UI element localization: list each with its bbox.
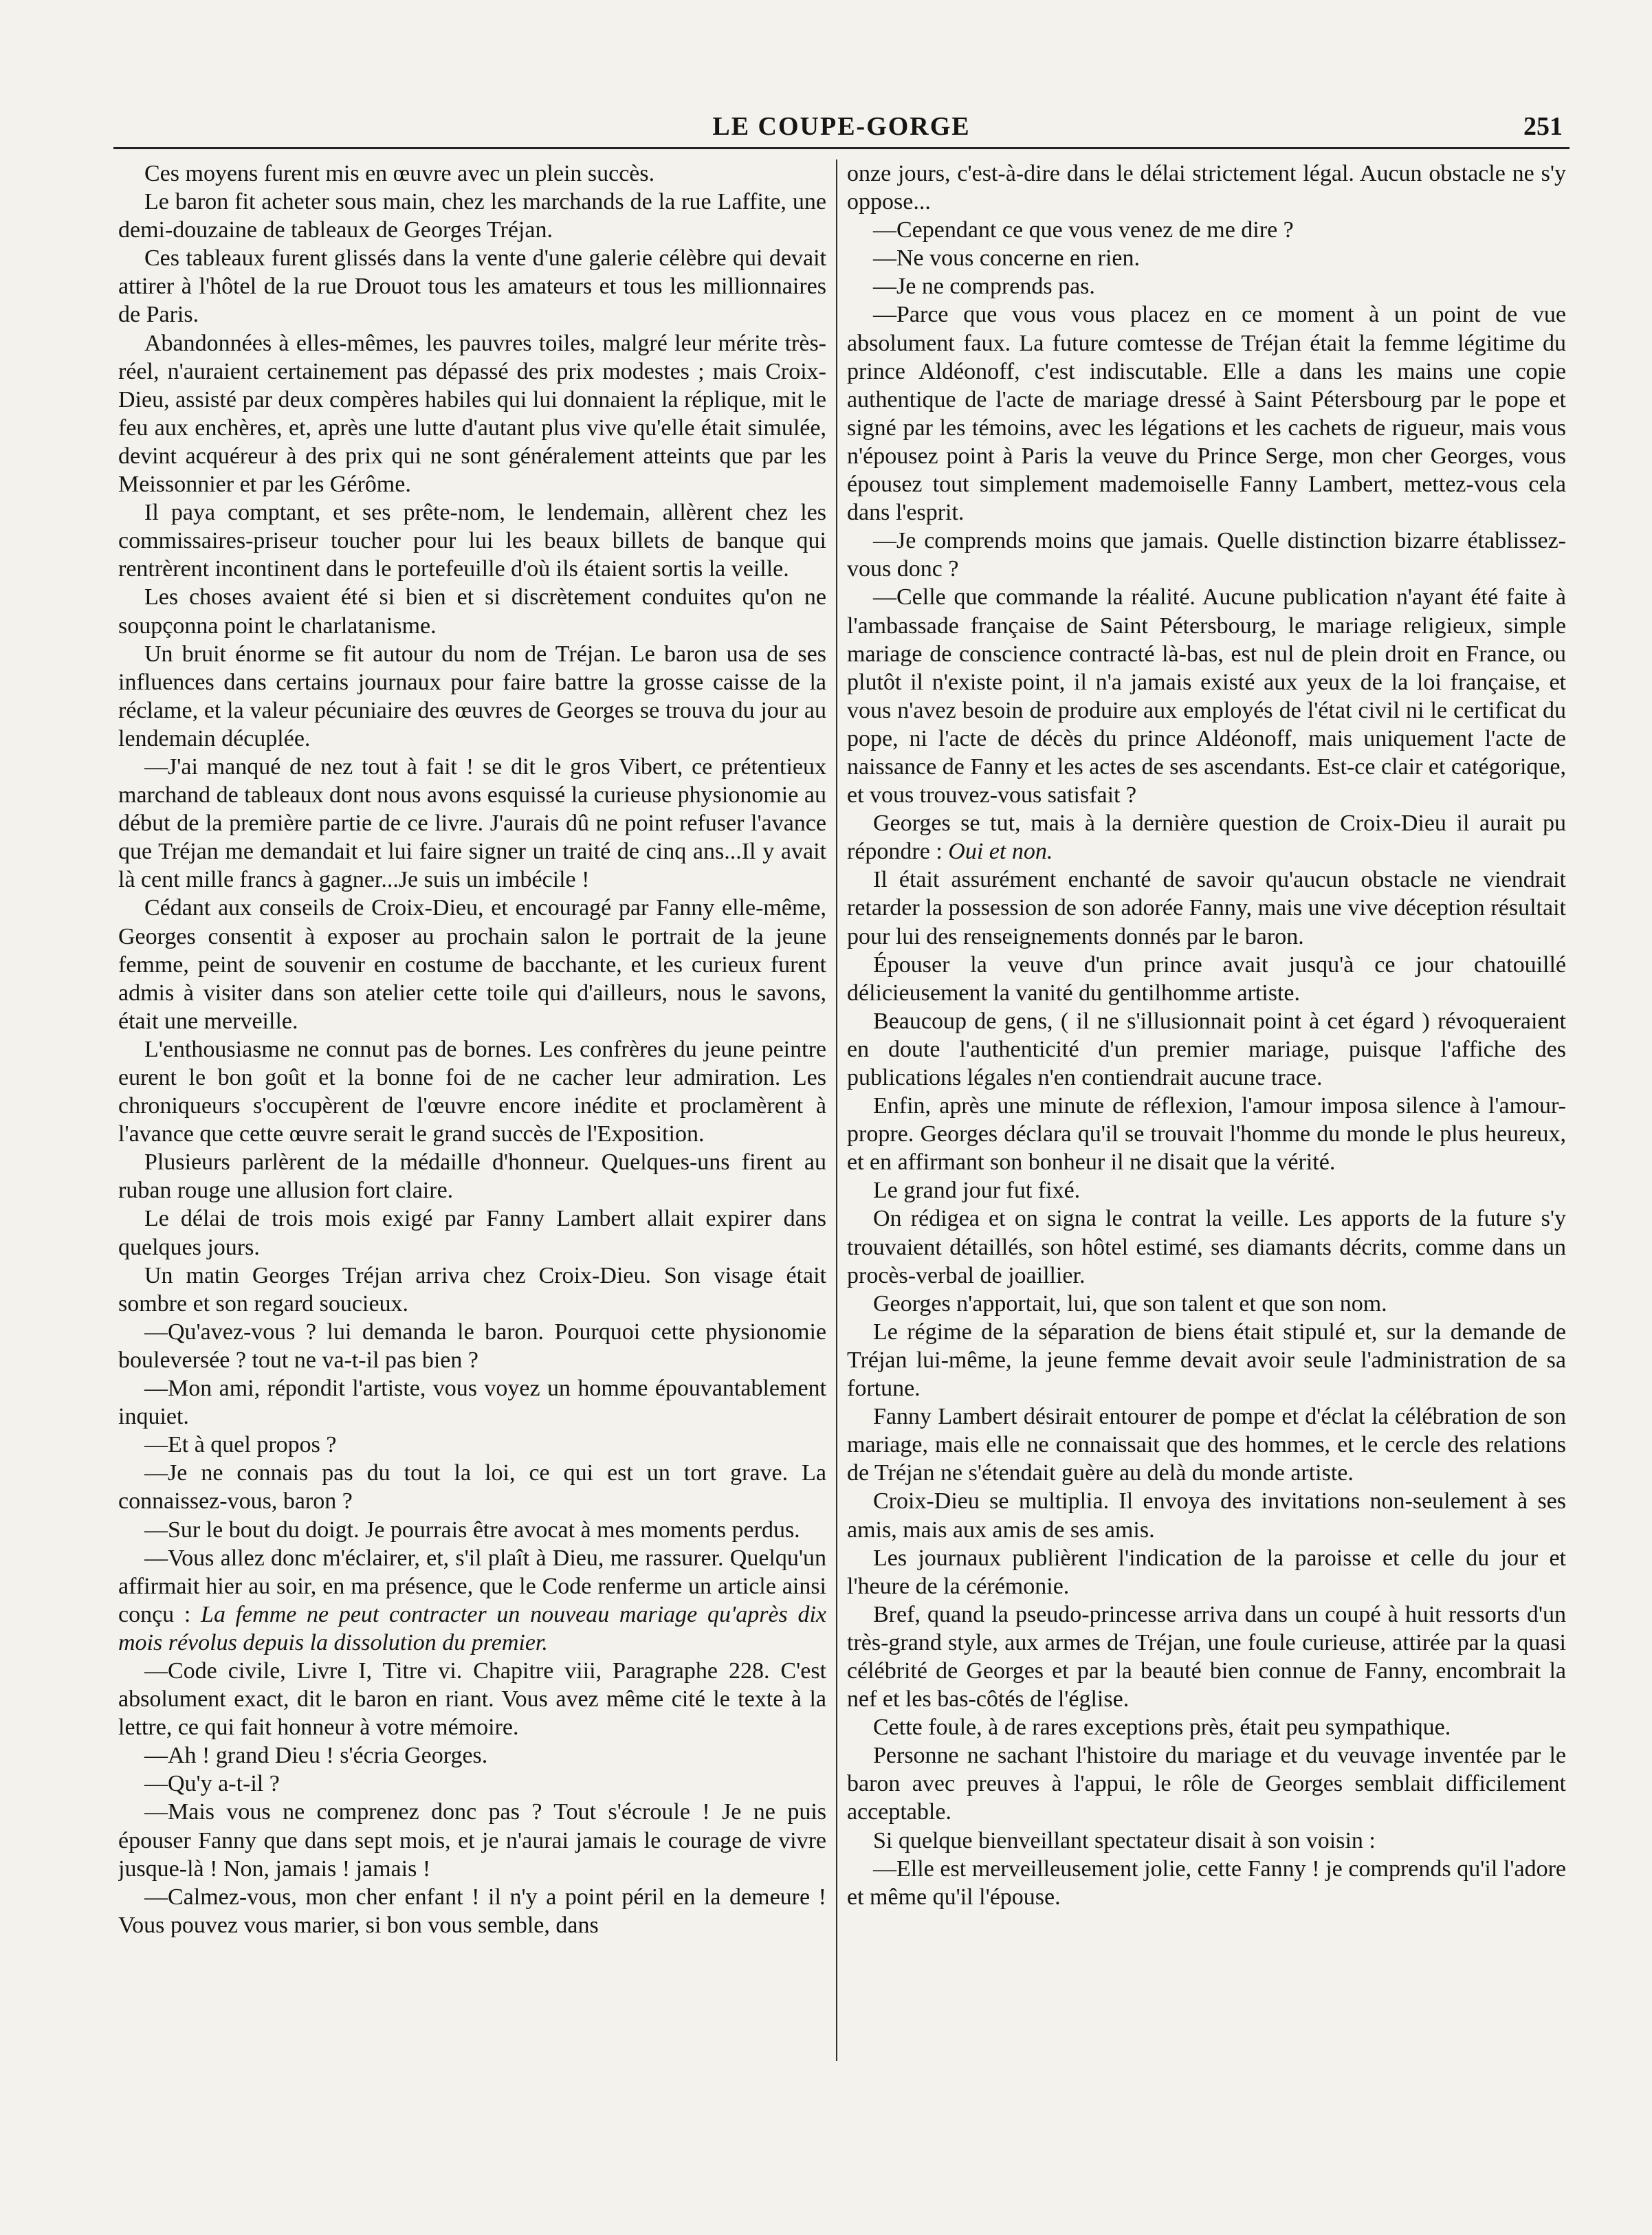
- paragraph: Plusieurs parlèrent de la médaille d'honneur. Quelques-uns firent au ruban rouge une allusion fort claire.: [118, 1149, 826, 1204]
- dialogue-line: —Ne vous concerne en rien.: [873, 245, 1141, 272]
- paragraph: Ces moyens furent mis en œuvre avec un plein succès.: [144, 161, 655, 186]
- paragraph: Un matin Georges Tréjan arriva chez Croix-Dieu. Son visage était sombre et son regard soucieux.: [118, 1262, 826, 1317]
- paragraph: Ces tableaux furent glissés dans la vente d'une galerie célèbre qui devait attirer à l'hôtel de la rue Drouot tous les amateurs et tous les millionnaires de Paris.: [118, 245, 826, 328]
- dialogue-text: —Vous allez donc m'éclairer, et, s'il plaît à Dieu, me rassurer. Quelqu'un affirmait hier au soir, en ma présence, que le Code renferme un article ainsi conçu :: [118, 1545, 826, 1627]
- page-header: [113, 109, 1570, 149]
- paragraph: Il était assurément enchanté de savoir qu'aucun obstacle ne viendrait retarder la possession de son adorée Fanny, mais une vive déception résultait pour lui des renseignements donnés par le baron.: [847, 867, 1566, 949]
- dialogue-line: —Cependant ce que vous venez de me dire ?: [873, 217, 1294, 243]
- paragraph-continuation: onze jours, c'est-à-dire dans le délai strictement légal. Aucun obstacle ne s'y oppose...: [847, 161, 1566, 215]
- dialogue-line: —Je ne connais pas du tout la loi, ce qui est un tort grave. La connaissez-vous, baron ?: [118, 1460, 826, 1515]
- dialogue-line: —Sur le bout du doigt. Je pourrais être avocat à mes moments perdus.: [144, 1517, 800, 1543]
- paragraph: Enfin, après une minute de réflexion, l'amour imposa silence à l'amour-propre. Georges déclara qu'il se trouvait l'homme du monde le plus heureux, et en affirmant son bonheur il ne disait que la vérité.: [847, 1093, 1566, 1176]
- paragraph: L'enthousiasme ne connut pas de bornes. Les confrères du jeune peintre eurent le bon goût et la bonne foi de ne cacher leur admiration. Les chroniqueurs s'occupèrent de l'œuvre encore inédite et proclamèrent à l'avance que cette œuvre serait le grand succès de l'Exposition.: [118, 1036, 826, 1147]
- right-column: [847, 159, 1566, 2063]
- dialogue-line: —Mon ami, répondit l'artiste, vous voyez un homme épouvantablement inquiet.: [118, 1376, 826, 1430]
- paragraph: Le baron fit acheter sous main, chez les marchands de la rue Laffite, une demi-douzaine de tableaux de Georges Tréjan.: [118, 189, 826, 243]
- paragraph: Fanny Lambert désirait entourer de pompe et d'éclat la célébration de son mariage, mais elle ne connaissait que des hommes, et le cercle des relations de Tréjan ne s'étendait guère au delà du monde artiste.: [847, 1404, 1566, 1486]
- dialogue-line: —Code civile, Livre I, Titre vi. Chapitre viii, Paragraphe 228. C'est absolument exact, dit le baron en riant. Vous avez même cité le texte à la lettre, ce qui fait honneur à votre mémoire.: [118, 1658, 826, 1741]
- paragraph: Cette foule, à de rares exceptions près, était peu sympathique.: [873, 1715, 1451, 1741]
- paragraph: Il paya comptant, et ses prête-nom, le lendemain, allèrent chez les commissaires-priseur toucher pour lui les beaux billets de banque qui rentrèrent incontinent dans le portefeuille d'où ils étaient sortis la veille.: [118, 500, 826, 582]
- dialogue-line: —Qu'avez-vous ? lui demanda le baron. Pourquoi cette physionomie bouleversée ? tout ne va-t-il pas bien ?: [118, 1319, 826, 1373]
- paragraph-text: Georges se tut, mais à la dernière question de Croix-Dieu il aurait pu répondre :: [847, 811, 1566, 865]
- paragraph: —J'ai manqué de nez tout à fait ! se dit le gros Vibert, ce prétentieux marchand de tableaux dont nous avons esquissé la curieuse physionomie au début de la première partie de ce livre. J'aurais dû ne point refuser l'avance que Tréjan me demandait et lui faire signer un traité de cinq ans...Il y avait là cent mille francs à gagner...Je suis un imbécile !: [118, 753, 826, 893]
- running-title: LE COUPE-GORGE: [712, 112, 971, 141]
- dialogue-line: —Mais vous ne comprenez donc pas ? Tout s'écroule ! Je ne puis épouser Fanny que dans sept mois, et je n'aurai jamais le courage de vivre jusque-là ! Non, jamais ! jamais !: [118, 1799, 826, 1882]
- code-quotation: La femme ne peut contracter un nouveau mariage qu'après dix mois révolus depuis la dissolution du premier.: [118, 1601, 826, 1655]
- dialogue-line: —Elle est merveilleusement jolie, cette Fanny ! je comprends qu'il l'adore et même qu'il l'épouse.: [847, 1856, 1566, 1910]
- paragraph: Abandonnées à elles-mêmes, les pauvres toiles, malgré leur mérite très-réel, n'auraient certainement pas dépassé des prix modestes ; mais Croix-Dieu, assisté par deux compères habiles qui lui donnaient la réplique, mit le feu aux enchères, et, après une lutte d'autant plus vive qu'elle était simulée, devint acquéreur à des prix qui ne sont généralement atteints que par les Meissonnier et par les Gérôme.: [118, 330, 826, 498]
- paragraph: Épouser la veuve d'un prince avait jusqu'à ce jour chatouillé délicieusement la vanité du gentilhomme artiste.: [847, 951, 1566, 1006]
- dialogue-line: —Qu'y a-t-il ?: [144, 1771, 280, 1797]
- dialogue-line: —Parce que vous vous placez en ce moment à un point de vue absolument faux. La future comtesse de Tréjan était la femme légitime du prince Aldéonoff, c'est indiscutable. Elle a dans les mains une copie authentique de l'acte de mariage dressé à Saint Pétersbourg par le pope et signé par les témoins, avec les légations et les cachets de rigueur, mais vous n'épousez point à Paris la veuve du Prince Serge, mon cher Georges, vous épousez tout simplement mademoiselle Fanny Lambert, mettez-vous cela dans l'esprit.: [847, 302, 1566, 526]
- page-number: 251: [1523, 112, 1563, 141]
- paragraph: Les choses avaient été si bien et si discrètement conduites qu'on ne soupçonna point le charlatanisme.: [118, 584, 826, 639]
- paragraph: Beaucoup de gens, ( il ne s'illusionnait point à cet égard ) révoqueraient en doute l'authenticité d'un premier mariage, puisque l'affiche des publications légales n'en contiendrait aucune trace.: [847, 1008, 1566, 1090]
- paragraph: Personne ne sachant l'histoire du mariage et du veuvage inventée par le baron avec preuves à l'appui, le rôle de Georges semblait difficilement acceptable.: [847, 1743, 1566, 1825]
- paragraph: On rédigea et on signa le contrat la veille. Les apports de la future s'y trouvaient détaillés, son hôtel estimé, ses diamants décrits, comme dans un procès-verbal de joaillier.: [847, 1206, 1566, 1288]
- paragraph: Les journaux publièrent l'indication de la paroisse et celle du jour et l'heure de la cérémonie.: [847, 1545, 1566, 1599]
- paragraph: Un bruit énorme se fit autour du nom de Tréjan. Le baron usa de ses influences dans certains journaux pour faire battre la grosse caisse de la réclame, et la valeur pécuniaire des œuvres de Georges se trouva du jour au lendemain décuplée.: [118, 641, 826, 751]
- italic-answer: Oui et non.: [948, 839, 1053, 865]
- dialogue-line: —Ah ! grand Dieu ! s'écria Georges.: [144, 1743, 488, 1769]
- dialogue-line: —Calmez-vous, mon cher enfant ! il n'y a point péril en la demeure ! Vous pouvez vous marier, si bon vous semble, dans: [118, 1884, 826, 1938]
- column-divider: [836, 159, 837, 2061]
- paragraph: Si quelque bienveillant spectateur disait à son voisin :: [873, 1827, 1376, 1853]
- paragraph: Le grand jour fut fixé.: [873, 1178, 1081, 1204]
- paragraph: [847, 809, 1566, 866]
- paragraph: Le régime de la séparation de biens était stipulé et, sur la demande de Tréjan lui-même, la jeune femme devait avoir seule l'administration de sa fortune.: [847, 1319, 1566, 1402]
- paragraph: Georges n'apportait, lui, que son talent et que son nom.: [873, 1290, 1387, 1317]
- paragraph: Bref, quand la pseudo-princesse arriva dans un coupé à huit ressorts d'un très-grand style, aux armes de Tréjan, une foule curieuse, attirée par la quasi célébrité de Georges et par la beauté bien connue de Fanny, encombrait la nef et les bas-côtés de l'église.: [847, 1601, 1566, 1713]
- dialogue-line: —Je ne comprends pas.: [873, 274, 1095, 300]
- paragraph: Cédant aux conseils de Croix-Dieu, et encouragé par Fanny elle-même, Georges consentit à exposer au prochain salon le portrait de la jeune femme, peint de souvenir en costume de bacchante, et les curieux furent admis à visiter dans son atelier cette toile qui d'ailleurs, nous le savons, était une merveille.: [118, 895, 826, 1034]
- left-column: [118, 159, 826, 2063]
- paragraph: Croix-Dieu se multiplia. Il envoya des invitations non-seulement à ses amis, mais aux amis de ses amis.: [847, 1488, 1566, 1543]
- dialogue-line: —Et à quel propos ?: [144, 1432, 337, 1458]
- paragraph: Le délai de trois mois exigé par Fanny Lambert allait expirer dans quelques jours.: [118, 1206, 826, 1260]
- dialogue-line: [118, 1544, 826, 1657]
- dialogue-line: —Celle que commande la réalité. Aucune publication n'ayant été faite à l'ambassade française de Saint Pétersbourg, le mariage religieux, simple mariage de conscience contracté là-bas, est nul de plein droit en France, ou plutôt il n'existe point, il n'a jamais existé aux yeux de la loi française, et vous n'avez besoin de produire aux employés de l'état civil ni le certificat du pope, ni l'acte de décès du prince Aldéonoff, mais uniquement l'acte de naissance de Fanny et les actes de ses ascendants. Est-ce clair et catégorique, et vous trouvez-vous satisfait ?: [847, 584, 1566, 808]
- dialogue-line: —Je comprends moins que jamais. Quelle distinction bizarre établissez-vous donc ?: [847, 528, 1566, 582]
